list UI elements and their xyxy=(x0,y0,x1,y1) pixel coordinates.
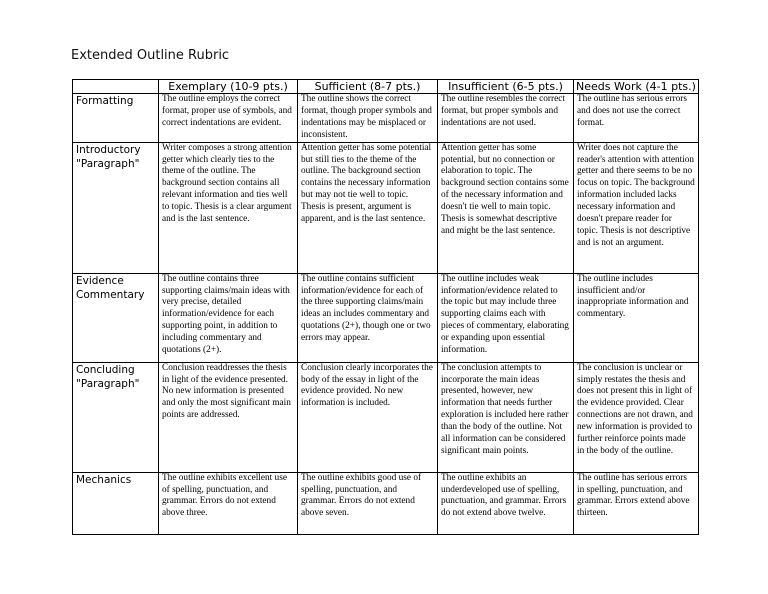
criterion-introductory-paragraph: Introductory "Paragraph" xyxy=(73,142,159,273)
header-insufficient: Insufficient (6-5 pts.) xyxy=(438,80,574,94)
cell-needs-work: The conclusion is unclear or simply restates the thesis and does not present this in light of the evidence provided. Clear connections are not drawn, and new information is provided to further reinforce points made in the body of the outline. xyxy=(574,362,699,472)
cell-needs-work: Writer does not capture the reader's attention with attention getter and there seems to be no focus on topic. The background information included lacks necessary information and doesn't prepare reader for topic. Thesis is not descriptive and is not an argument. xyxy=(574,142,699,273)
cell-exemplary: Conclusion readdresses the thesis in light of the evidence presented. No new information is presented and only the most significant main points are addressed. xyxy=(159,362,298,472)
cell-exemplary: The outline contains three supporting claims/main ideas with very precise, detailed information/evidence for each supporting point, in addition to including commentary and quotations (2+). xyxy=(159,273,298,362)
table-row xyxy=(73,94,699,143)
cell-insufficient: The outline exhibits an underdeveloped use of spelling, punctuation, and grammar. Errors do not extend above twelve. xyxy=(438,472,574,534)
table-row xyxy=(73,273,699,362)
page-title: Extended Outline Rubric xyxy=(71,48,230,63)
cell-needs-work: The outline has serious errors and does not use the correct format. xyxy=(574,94,699,143)
cell-exemplary: Writer composes a strong attention getter which clearly ties to the theme of the outline. The background section contains all relevant information and ties well to topic. Thesis is a clear argument and is the last sentence. xyxy=(159,142,298,273)
table-row xyxy=(73,142,699,273)
cell-exemplary: The outline exhibits excellent use of spelling, punctuation, and grammar. Errors do not extend above three. xyxy=(159,472,298,534)
criterion-mechanics: Mechanics xyxy=(73,472,159,534)
header-row xyxy=(73,80,699,94)
rubric-table xyxy=(72,79,699,535)
cell-insufficient: Attention getter has some potential, but no connection or elaboration to topic. The background section contains some of the necessary information and doesn't tie well to main topic. Thesis is somewhat descriptive and might be the last sentence. xyxy=(438,142,574,273)
cell-needs-work: The outline has serious errors in spelling, punctuation, and grammar. Errors extend above thirteen. xyxy=(574,472,699,534)
header-sufficient: Sufficient (8-7 pts.) xyxy=(298,80,438,94)
cell-sufficient: The outline exhibits good use of spelling, punctuation, and grammar. Errors do not extend above seven. xyxy=(298,472,438,534)
cell-sufficient: The outline contains sufficient information/evidence for each of the three supporting claims/main ideas an includes commentary and quotations (2+), though one or two errors may appear. xyxy=(298,273,438,362)
cell-insufficient: The conclusion attempts to incorporate the main ideas presented, however, new information that needs further exploration is included here rather than the body of the outline. Not all information can be considered significant main points. xyxy=(438,362,574,472)
cell-sufficient: The outline shows the correct format, though proper symbols and indentations may be misplaced or inconsistent. xyxy=(298,94,438,143)
table-row xyxy=(73,362,699,472)
cell-sufficient: Attention getter has some potential but still ties to the theme of the outline. The background section contains the necessary information but may not tie well to topic. Thesis is present, argument is apparent, and is the last sentence. xyxy=(298,142,438,273)
cell-needs-work: The outline includes insufficient and/or inappropriate information and commentary. xyxy=(574,273,699,362)
header-needs-work: Needs Work (4-1 pts.) xyxy=(574,80,699,94)
criterion-concluding-paragraph: Concluding "Paragraph" xyxy=(73,362,159,472)
cell-insufficient: The outline includes weak information/evidence related to the topic but may include three supporting claims each with pieces of commentary, elaborating or expanding upon essential information. xyxy=(438,273,574,362)
criterion-evidence-commentary: Evidence Commentary xyxy=(73,273,159,362)
header-exemplary: Exemplary (10-9 pts.) xyxy=(159,80,298,94)
header-empty xyxy=(73,80,159,94)
cell-sufficient: Conclusion clearly incorporates the body of the essay in light of the evidence provided. No new information is included. xyxy=(298,362,438,472)
cell-insufficient: The outline resembles the correct format, but proper symbols and indentations are not used. xyxy=(438,94,574,143)
cell-exemplary: The outline employs the correct format, proper use of symbols, and correct indentations are evident. xyxy=(159,94,298,143)
criterion-formatting: Formatting xyxy=(73,94,159,143)
table-row xyxy=(73,472,699,534)
